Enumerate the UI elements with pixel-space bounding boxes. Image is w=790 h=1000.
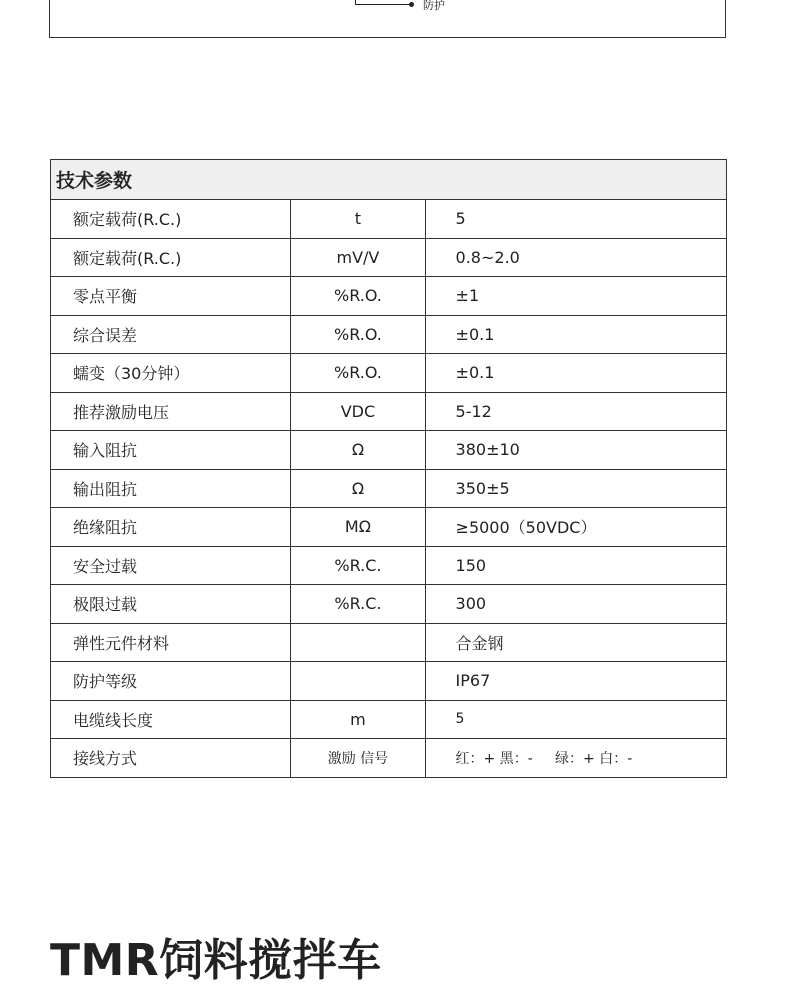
param-unit: %R.C. xyxy=(291,585,425,624)
param-value: 350±5 xyxy=(425,469,726,508)
spec-table xyxy=(50,159,727,778)
param-name: 输出阻抗 xyxy=(51,469,291,508)
table-row xyxy=(51,739,727,778)
param-name: 推荐激励电压 xyxy=(51,392,291,431)
param-name: 极限过载 xyxy=(51,585,291,624)
table-row xyxy=(51,508,727,547)
table-row xyxy=(51,662,727,701)
param-value: 合金钢 xyxy=(425,623,726,662)
table-row xyxy=(51,277,727,316)
table-row xyxy=(51,469,727,508)
param-unit: MΩ xyxy=(291,508,425,547)
param-unit: VDC xyxy=(291,392,425,431)
table-row xyxy=(51,700,727,739)
table-row xyxy=(51,623,727,662)
param-value: 5 xyxy=(425,700,726,739)
param-value: 5-12 xyxy=(425,392,726,431)
table-row xyxy=(51,238,727,277)
param-unit: mV/V xyxy=(291,238,425,277)
param-value: 300 xyxy=(425,585,726,624)
param-name: 综合误差 xyxy=(51,315,291,354)
spec-table-title: 技术参数 xyxy=(51,160,727,200)
param-value: 5 xyxy=(425,200,726,239)
table-row xyxy=(51,585,727,624)
spec-table-header-row xyxy=(51,160,727,200)
param-unit xyxy=(291,662,425,701)
param-value: ≥5000（50VDC） xyxy=(425,508,726,547)
param-value: ±0.1 xyxy=(425,315,726,354)
param-unit: %R.O. xyxy=(291,354,425,393)
section-title: TMR饲料搅拌车 xyxy=(50,935,382,986)
param-name: 安全过载 xyxy=(51,546,291,585)
wire-horizontal xyxy=(355,4,411,5)
table-row xyxy=(51,431,727,470)
param-name: 额定载荷(R.C.) xyxy=(51,238,291,277)
param-name: 电缆线长度 xyxy=(51,700,291,739)
param-name: 零点平衡 xyxy=(51,277,291,316)
table-row xyxy=(51,315,727,354)
param-unit: t xyxy=(291,200,425,239)
table-row xyxy=(51,354,727,393)
param-unit: Ω xyxy=(291,469,425,508)
param-value: IP67 xyxy=(425,662,726,701)
param-name: 额定载荷(R.C.) xyxy=(51,200,291,239)
param-value: 0.8~2.0 xyxy=(425,238,726,277)
param-name: 接线方式 xyxy=(51,739,291,778)
param-value: 红：+ 黑：- 绿：+ 白：- xyxy=(425,739,726,778)
param-unit: %R.O. xyxy=(291,315,425,354)
diagram-label-shield: 防护 xyxy=(423,0,445,12)
param-name: 输入阻抗 xyxy=(51,431,291,470)
table-row xyxy=(51,546,727,585)
param-name: 弹性元件材料 xyxy=(51,623,291,662)
param-unit: m xyxy=(291,700,425,739)
param-unit: 激励 信号 xyxy=(291,739,425,778)
param-name: 绝缘阻抗 xyxy=(51,508,291,547)
table-row xyxy=(51,392,727,431)
param-name: 防护等级 xyxy=(51,662,291,701)
wiring-diagram-frame xyxy=(49,0,726,38)
param-value: 150 xyxy=(425,546,726,585)
param-value: ±1 xyxy=(425,277,726,316)
param-name: 蠕变（30分钟） xyxy=(51,354,291,393)
param-unit: %R.O. xyxy=(291,277,425,316)
param-value: ±0.1 xyxy=(425,354,726,393)
param-unit: %R.C. xyxy=(291,546,425,585)
wire-terminal-dot xyxy=(409,2,414,7)
param-value: 380±10 xyxy=(425,431,726,470)
table-row xyxy=(51,200,727,239)
param-unit: Ω xyxy=(291,431,425,470)
param-unit xyxy=(291,623,425,662)
